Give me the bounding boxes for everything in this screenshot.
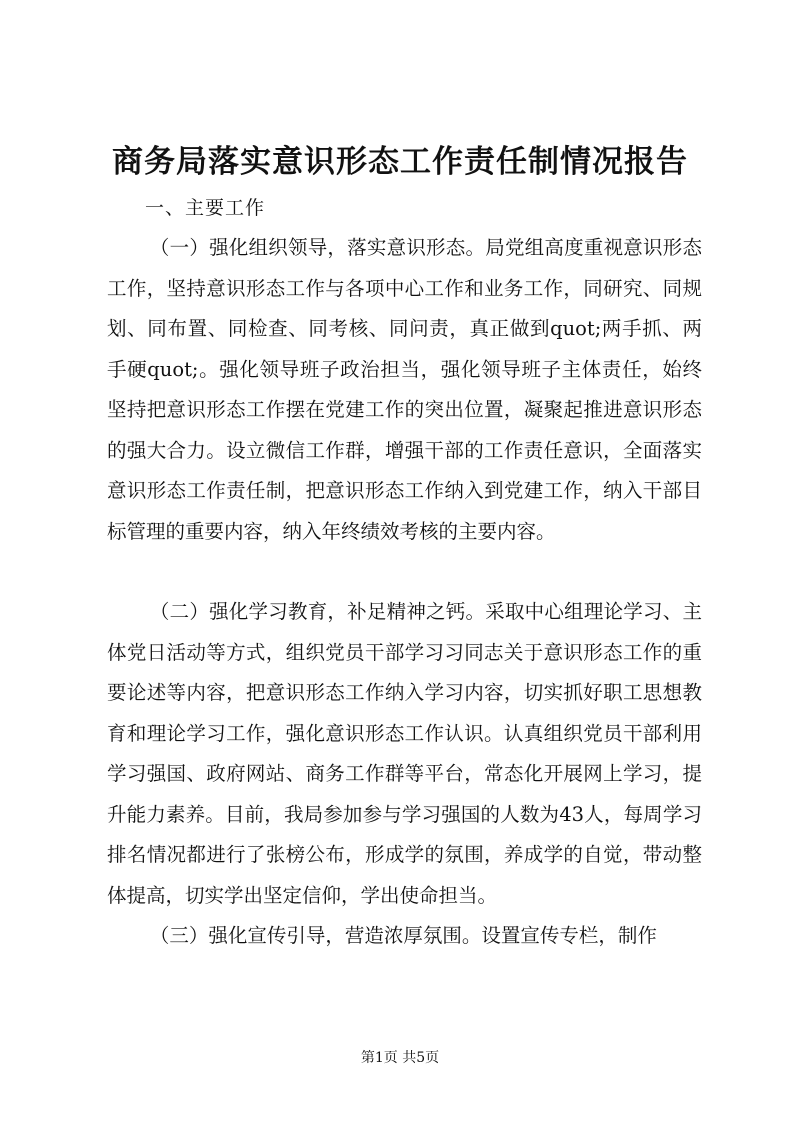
paragraph-1: （一）强化组织领导，落实意识形态。局党组高度重视意识形态工作，坚持意识形态工作与各项中心工作和业务工作，同研究、同规划、同布置、同检查、同考核、同问责，真正做到quot;两手抓、两手硬quot;。强化领导班子政治担当，强化领导班子主体责任，始终坚持把意识形态工作摆在党建工作的突出位置，凝聚起推进意识形态的强大合力。设立微信工作群，增强干部的工作责任意识，全面落实意识形态工作责任制，把意识形态工作纳入到党建工作，纳入干部目标管理的重要内容，纳入年终绩效考核的主要内容。 bbox=[107, 236, 702, 543]
section-heading: 一、主要工作 bbox=[145, 197, 266, 219]
paragraph-3: （三）强化宣传引导，营造浓厚氛围。设置宣传专栏，制作 bbox=[149, 924, 657, 947]
page-footer: 第1页 共5页 bbox=[360, 1050, 440, 1066]
document-title: 商务局落实意识形态工作责任制情况报告 bbox=[112, 144, 688, 180]
paragraph-2: （二）强化学习教育，补足精神之钙。采取中心组理论学习、主体党日活动等方式，组织党员干部学习习同志关于意识形态工作的重要论述等内容，把意识形态工作纳入学习内容，切实抓好职工思想教育和理论学习工作，强化意识形态工作认识。认真组织党员干部利用学习强国、政府网站、商务工作群等平台，常态化开展网上学习，提升能力素养。目前，我局参加参与学习强国的人数为43人，每周学习排名情况都进行了张榜公布，形成学的氛围，养成学的自觉，带动整体提高，切实学出坚定信仰，学出使命担当。 bbox=[107, 600, 702, 907]
